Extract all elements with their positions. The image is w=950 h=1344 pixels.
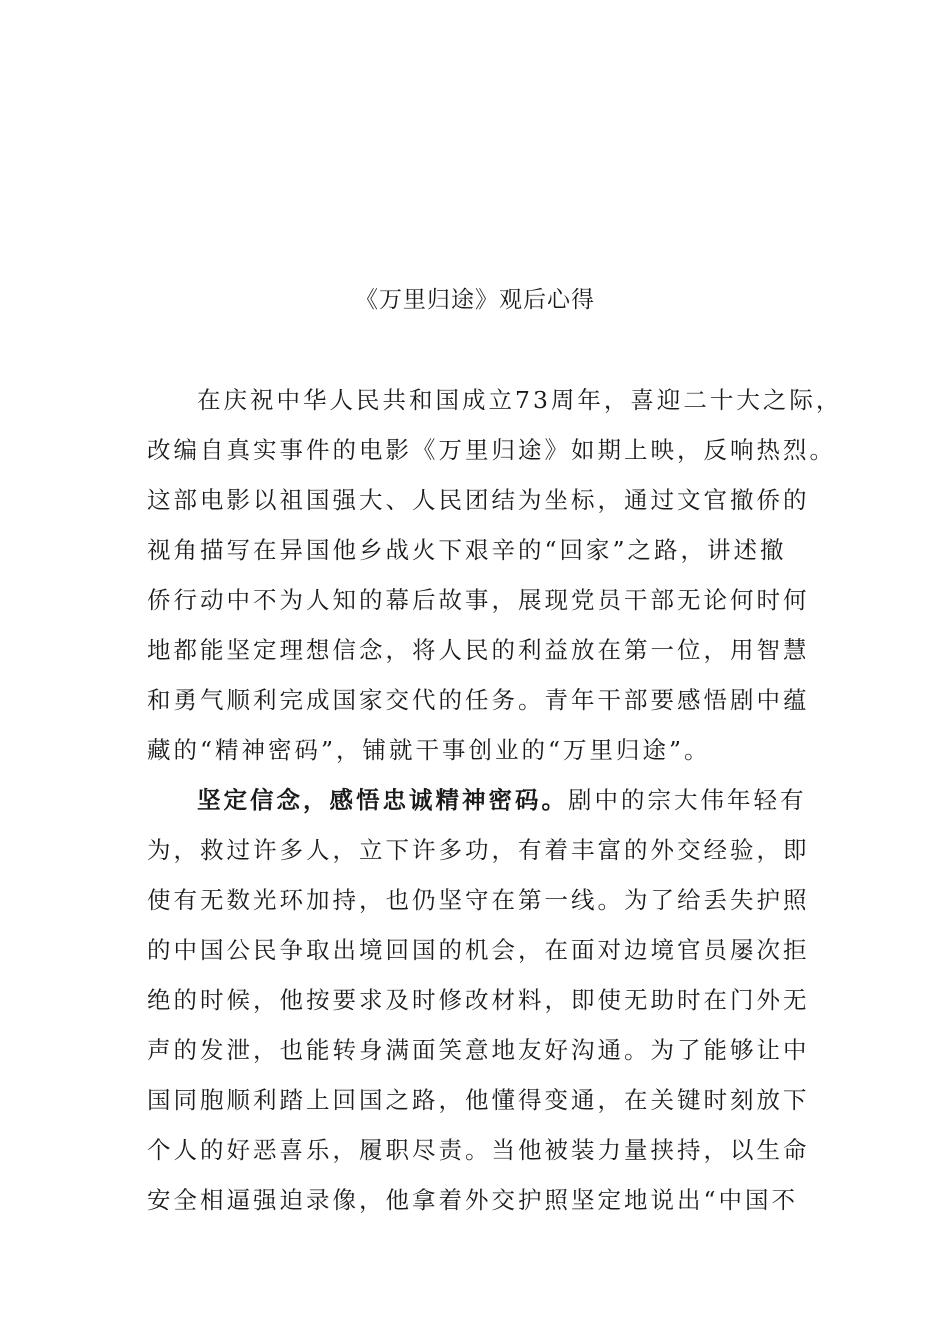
paragraph-line: 使有无数光环加持，也仍坚守在第一线。为了给丢失护照: [147, 886, 810, 914]
paragraph-line: 为，救过许多人，立下许多功，有着丰富的外交经验，即: [147, 836, 810, 864]
section-heading: 坚定信念，感悟忠诚精神密码。: [197, 786, 568, 814]
paragraph-line: 和勇气顺利完成国家交代的任务。青年干部要感悟剧中蕴: [147, 686, 810, 714]
paragraph-line: 改编自真实事件的电影《万里归途》如期上映，反响热烈。: [147, 436, 836, 464]
paragraph-line: 声的发泄，也能转身满面笑意地友好沟通。为了能够让中: [147, 1036, 810, 1064]
paragraph-line: 藏的“精神密码”，铺就干事创业的“万里归途”。: [147, 736, 711, 764]
paragraph-line: 个人的好恶喜乐，履职尽责。当他被装力量挟持，以生命: [147, 1136, 810, 1164]
paragraph-line-rest: 剧中的宗大伟年轻有: [568, 786, 807, 814]
paragraph-line: 地都能坚定理想信念，将人民的利益放在第一位，用智慧: [147, 636, 810, 664]
document-title: 《万里归途》观后心得: [355, 287, 595, 313]
paragraph-line: 这部电影以祖国强大、人民团结为坐标，通过文官撤侨的: [147, 486, 810, 514]
paragraph-line: 安全相逼强迫录像，他拿着外交护照坚定地说出“中国不: [147, 1186, 799, 1214]
paragraph-line: 的中国公民争取出境回国的机会，在面对边境官员屡次拒: [147, 936, 810, 964]
paragraph-line: 侨行动中不为人知的幕后故事，展现党员干部无论何时何: [147, 586, 810, 614]
paragraph-1: [147, 375, 843, 775]
paragraph-first-line: [147, 775, 807, 825]
paragraph-line: 绝的时候，他按要求及时修改材料，即使无助时在门外无: [147, 986, 810, 1014]
paragraph-line: 国同胞顺利踏上回国之路，他懂得变通，在关键时刻放下: [147, 1086, 810, 1114]
paragraph-line: 在庆祝中华人民共和国成立73周年，喜迎二十大之际，: [197, 386, 843, 414]
paragraph-line: 视角描写在异国他乡战火下艰辛的“回家”之路，讲述撤: [147, 536, 787, 564]
paragraph-2: [147, 775, 810, 1225]
